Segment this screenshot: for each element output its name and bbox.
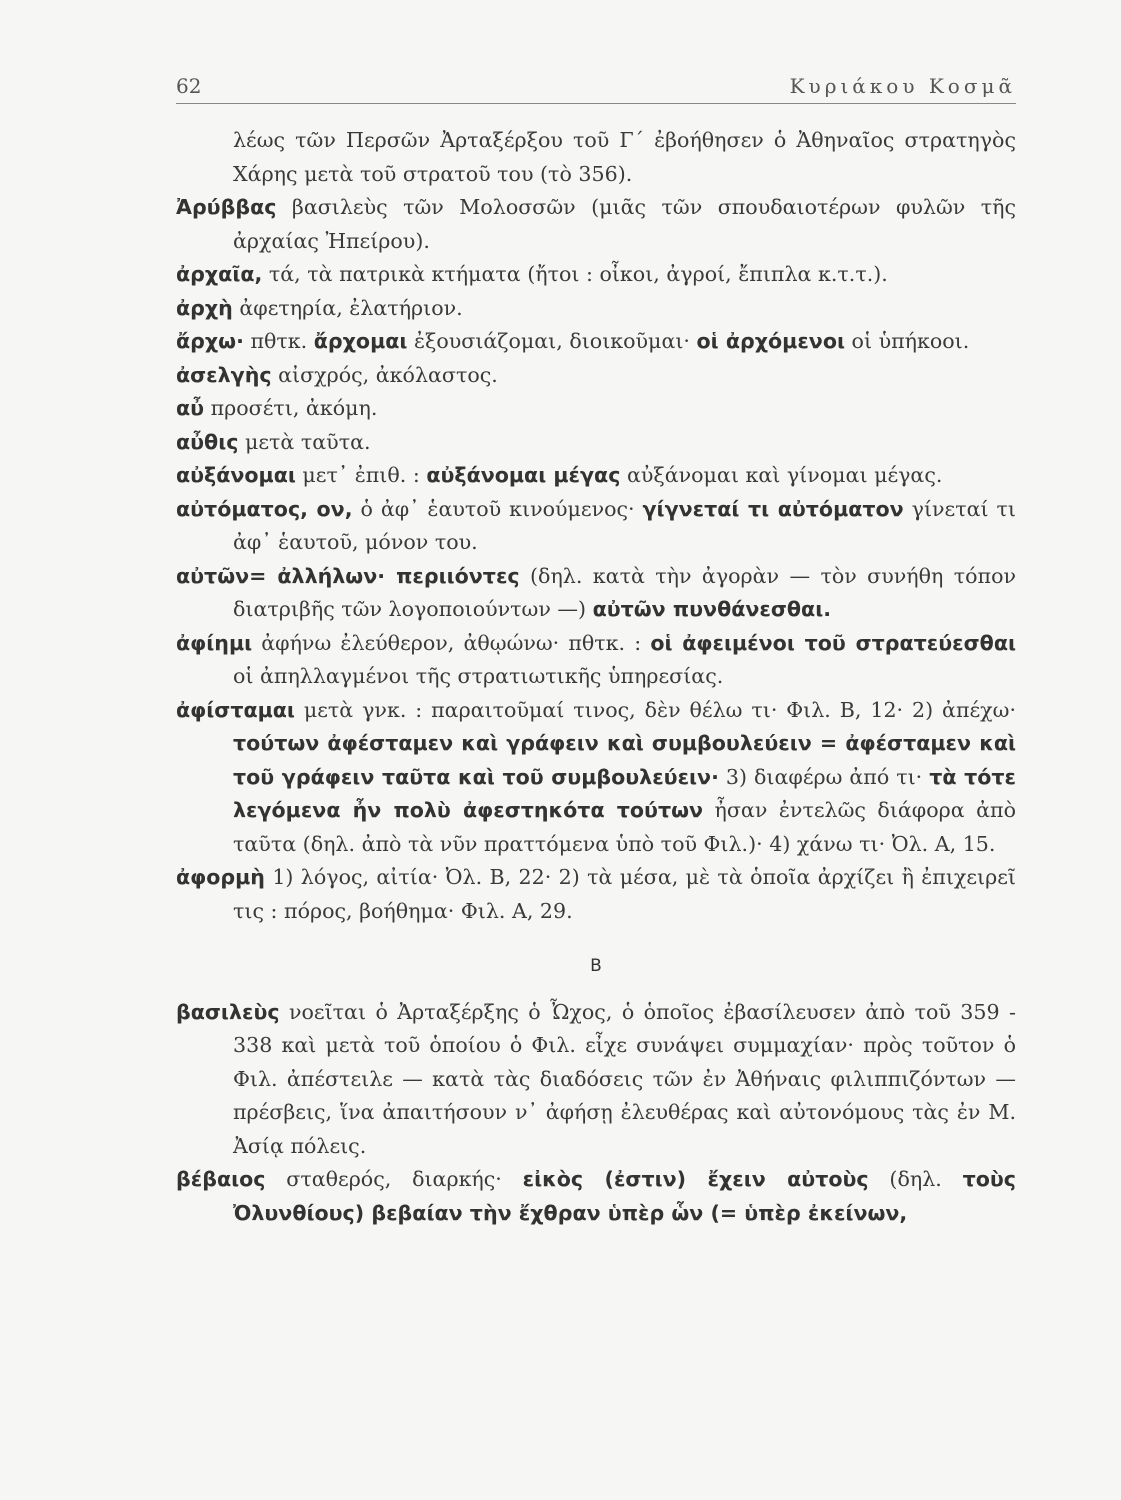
entry-text: ὁ ἀφ᾽ ἑαυτοῦ κινούμενος·: [352, 496, 643, 521]
entry-bold-phrase: ἄρχομαι: [313, 329, 408, 353]
entry-text: ἀφετηρία, ἐλατήριον.: [232, 295, 463, 320]
entry-lemma: αὐτόματος, ον,: [176, 496, 353, 521]
entry-text: τά, τὰ πατρικὰ κτήματα (ἤτοι : οἶκοι, ἀγροί, ἔπιπλα κ.τ.τ.).: [262, 262, 888, 286]
glossary-entry: [176, 392, 1016, 426]
entry-lemma: βασιλεὺς: [176, 999, 280, 1024]
glossary-entry: [176, 493, 1016, 560]
glossary-entry: [176, 560, 1016, 627]
glossary-entry: [176, 426, 1016, 460]
entry-bold-phrase: εἰκὸς (ἐστιν) ἔχειν αὐτοὺς: [522, 1167, 869, 1191]
glossary-content: [176, 124, 1016, 1230]
entry-lemma: Ἀρύββας: [176, 195, 277, 219]
glossary-entry: [176, 258, 1016, 292]
header-rule: [176, 103, 1016, 104]
entry-text: αὐξάνομαι καὶ γίνομαι μέγας.: [620, 463, 943, 487]
entry-text: 1) λόγος, αἰτία· Ὀλ. Β, 22· 2) τὰ μέσα, μὲ τὰ ὁποῖα ἀρχίζει ἢ ἐπιχειρεῖ τις : πόρος, βοήθημα· Φιλ. Α, 29.: [233, 865, 1016, 923]
section-letter: Β: [590, 956, 602, 976]
glossary-entry: [176, 325, 1016, 359]
entry-text: (δηλ.: [868, 1167, 963, 1191]
entry-text: προσέτι, ἀκόμη.: [204, 396, 378, 420]
entry-lemma: ἀφορμὴ: [176, 865, 265, 889]
entry-text: νοεῖται ὁ Ἀρταξέρξης ὁ Ὦχος, ὁ ὁποῖος ἐβασίλευσεν ἀπὸ τοῦ 359 - 338 καὶ μετὰ τοῦ ὁποίου ὁ Φιλ. εἶχε συνάψει συμμαχίαν· πρὸς τοῦτον ὁ Φιλ. ἀπέστειλε — κατὰ τὰς διαδόσεις τῶν ἐν Ἀθήναις φιλιππιζόντων — πρέσβεις, ἵνα ἀπαιτήσουν ν᾽ ἀφήσῃ ἐλευθέρας καὶ αὐτονόμους τὰς ἐν Μ. Ἀσίᾳ πόλεις.: [233, 999, 1016, 1158]
entry-lemma: ἀρχὴ: [176, 295, 233, 320]
glossary-entry: [176, 459, 1016, 493]
entry-bold-phrase: οἱ ἀφειμένοι τοῦ στρατεύεσθαι: [650, 630, 1016, 655]
glossary-entry: [176, 996, 1016, 1164]
entry-text: μετὰ γνκ. : παραιτοῦμαί τινος, δὲν θέλω τι· Φιλ. Β, 12· 2) ἀπέχω·: [294, 697, 1016, 722]
entry-bold-phrase: αὐτῶν πυνθάνεσθαι.: [592, 597, 832, 621]
entry-bold-phrase: οἱ ἀρχόμενοι: [696, 329, 845, 353]
entry-text: ἀφήνω ἐλεύθερον, ἀθῳώνω· πθτκ. :: [252, 630, 651, 655]
page-number: 62: [176, 74, 202, 98]
glossary-entry: [176, 292, 1016, 326]
entry-lemma: αὖ: [176, 396, 205, 420]
entry-bold-phrase: αὐξάνομαι μέγας: [426, 463, 621, 487]
entry-text: βασιλεὺς τῶν Μολοσσῶν (μιᾶς τῶν σπουδαιοτέρων φυλῶν τῆς ἀρχαίας Ἠπείρου).: [233, 195, 1016, 253]
entry-text: (δηλ. κατὰ τὴν ἀγορὰν — τὸν συνήθη τόπον διατριβῆς τῶν λογοποιούντων —): [233, 563, 1016, 621]
glossary-entry: [176, 861, 1016, 928]
entry-text: οἱ ἀπηλλαγμένοι τῆς στρατιωτικῆς ὑπηρεσίας.: [233, 664, 724, 688]
page-header: [176, 74, 1016, 104]
entry-text: σταθερός, διαρκής·: [265, 1167, 523, 1191]
entry-text: γίνεταί τι ἀφ᾽ ἑαυτοῦ, μόνον του.: [233, 496, 1017, 554]
entry-lemma: ἀσελγὴς: [176, 362, 272, 387]
entry-lemma: αὖθις: [176, 429, 239, 454]
glossary-entry: [176, 191, 1016, 258]
glossary-entry: [176, 1163, 1016, 1230]
entry-text: ἐξουσιάζομαι, διοικοῦμαι·: [407, 329, 697, 353]
entry-lemma: ἄρχω·: [176, 329, 244, 353]
entry-bold-phrase: τούτων ἀφέσταμεν καὶ γράφειν καὶ συμβουλεύειν = ἀφέσταμεν καὶ τοῦ γράφειν ταῦτα καὶ τοῦ συμβουλεύειν·: [233, 731, 1016, 789]
entry-lemma: αὐτῶν= ἀλλήλων· περιιόντες: [176, 563, 520, 588]
entry-lemma: ἀφίσταμαι: [176, 697, 295, 722]
entry-text: ἦσαν ἐντελῶς διάφορα ἀπὸ ταῦτα (δηλ. ἀπὸ τὰ νῦν πραττόμενα ὑπὸ τοῦ Φιλ.)· 4) χάνω τι· Ὀλ. Α, 15.: [233, 798, 1016, 856]
entry-lemma: βέβαιος: [176, 1167, 266, 1191]
entry-text: αἰσχρός, ἀκόλαστος.: [271, 362, 498, 387]
entry-continuation: λέως τῶν Περσῶν Ἀρταξέρξου τοῦ Γ΄ ἐβοήθησεν ὁ Ἀθηναῖος στρατηγὸς Χάρης μετὰ τοῦ στρατοῦ του (τὸ 356).: [233, 128, 1016, 186]
glossary-entry: [176, 359, 1016, 393]
glossary-entry: [176, 694, 1016, 862]
entry-text: μετ᾽ ἐπιθ. :: [295, 463, 427, 487]
entry-bold-phrase: τοὺς Ὀλυνθίους) βεβαίαν τὴν ἔχθραν ὑπὲρ ὧν (= ὑπὲρ ἐκείνων,: [233, 1167, 1016, 1225]
entry-text: 3) διαφέρω ἀπό τι·: [718, 764, 930, 789]
glossary-entry: [176, 627, 1016, 694]
entry-lemma: ἀρχαῖα,: [176, 262, 263, 286]
entry-lemma: αὐξάνομαι: [176, 463, 296, 487]
entry-bold-phrase: γίγνεταί τι αὐτόματον: [642, 496, 904, 521]
entry-bold-phrase: τὰ τότε λεγόμενα ἦν πολὺ ἀφεστηκότα τούτων: [233, 764, 1017, 822]
running-head: Κυριάκου Κοσμᾶ: [789, 74, 1016, 98]
entry-text: μετὰ ταῦτα.: [238, 429, 371, 454]
entry-lemma: ἀφίημι: [176, 630, 253, 655]
entry-text: πθτκ.: [243, 329, 314, 353]
entry-text: οἱ ὑπήκοοι.: [845, 329, 970, 353]
